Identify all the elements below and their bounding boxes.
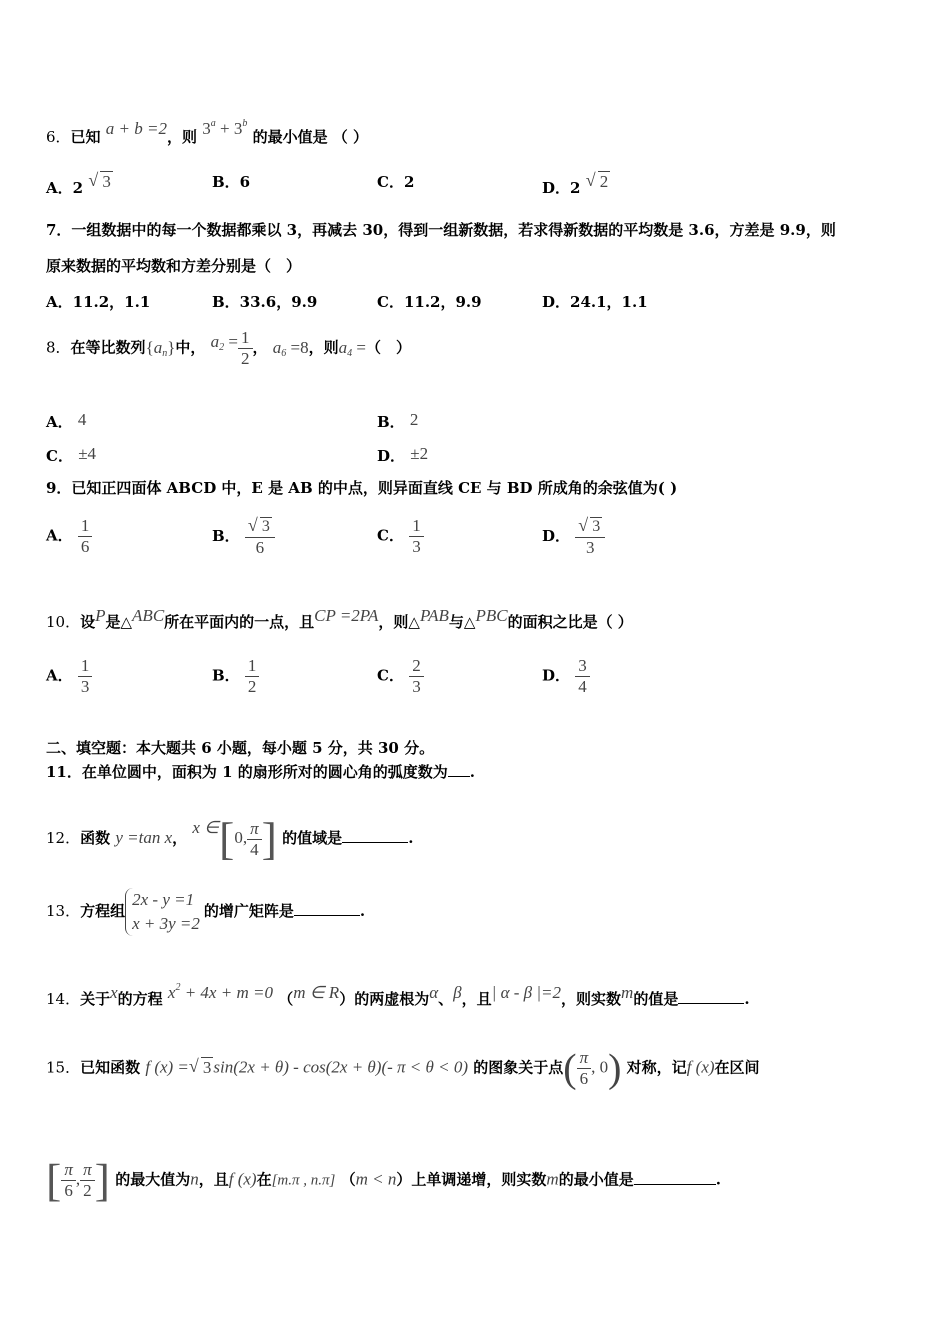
sqrt-symbol: √ 3 <box>189 1058 214 1078</box>
q10-stem: 10．设P是△ABC所在平面内的一点，且CP =2PA，则△PAB与△PBC的面积之比是（ ） <box>46 606 633 631</box>
q9-option-a: A． $\frac{1}{6}$ <box>46 516 92 557</box>
equation-system: 2x - y =1 x + 3y =2 <box>125 888 200 936</box>
q7-stem-line1: 7．一组数据中的每一个数据都乘以 3，再减去 30，得到一组新数据，若求得新数据的平均数是 3.6，方差是 9.9，则 <box>46 221 836 239</box>
q6-stem: 6．已知 a + b =2，则 $3^a + 3^b$ 的最小值是 （ ） <box>46 118 369 146</box>
q7-option-d: D．24.1，1.1 <box>542 293 648 311</box>
q8-a6: $a_6 =8$ <box>272 337 309 359</box>
q10-option-d: D． $\frac{3}{4}$ <box>542 656 590 697</box>
q10-option-c: C． $\frac{2}{3}$ <box>377 656 424 697</box>
q6-option-c: C．2 <box>377 173 415 191</box>
q8-fraction: $\frac{1}{2}$ <box>238 328 253 369</box>
q8-a4: $a_4$ = <box>338 337 366 359</box>
section-2-heading: 二、填空题：本大题共 6 小题，每小题 5 分，共 30 分。 <box>46 739 435 757</box>
q11-stem: 11．在单位圆中，面积为 1 的扇形所对的圆心角的弧度数为 . <box>46 763 475 781</box>
q9-option-b: B． √ $\frac{3}{6}$ <box>212 516 275 558</box>
q6-option-a: A．2 √ 3 <box>46 172 113 198</box>
q6-condition: a + b =2 <box>105 119 167 138</box>
q9-option-d: D． √ $\frac{3}{3}$ <box>542 516 605 558</box>
q8-option-c: C． ±4 <box>46 444 97 465</box>
q8-option-b: B． 2 <box>377 410 419 431</box>
q8-stem: 8．在等比数列$\{a_n\}$中， $a_2$ = $\frac{1}{2}$ ， $a_6 =8$，则$a_4$ =（ ） <box>46 328 411 368</box>
q6-expression: $3^a + 3^b$ <box>202 118 248 138</box>
answer-blank <box>294 901 360 916</box>
q15-stem-line2: [ $\frac{\pi}{6}$ , $\frac{\pi}{2}$ ] 的最大值为n，且f (x)在[m.π , n.π] （m < n）上单调递增，则实数m的最小值是 . <box>46 1154 721 1206</box>
q9-option-c: C． $\frac{1}{3}$ <box>377 516 424 557</box>
q9-stem: 9．已知正四面体 ABCD 中，E 是 AB 的中点，则异面直线 CE 与 BD 所成角的余弦值为( ) <box>46 479 678 497</box>
q14-stem: 14．关于x的方程 $x^2 + 4x + m =0$ （m ∈ R）的两虚根为α、β，且| α - β |=2，则实数m的值是 . <box>46 982 750 1008</box>
sqrt-symbol: √ 3 <box>248 517 272 537</box>
q10-option-a: A． $\frac{1}{3}$ <box>46 656 92 697</box>
q7-option-c: C．11.2，9.9 <box>377 293 482 311</box>
q8-a2: $a_2$ = <box>210 331 238 353</box>
q7-option-b: B．33.6，9.9 <box>212 293 318 311</box>
answer-blank <box>342 828 408 843</box>
q8-option-a: A． 4 <box>46 410 87 431</box>
q8-sequence: $\{a_n\}$ <box>145 337 176 359</box>
q7-stem-line2: 原来数据的平均数和方差分别是（ ） <box>46 257 302 275</box>
sqrt-symbol: √ 2 <box>586 172 611 192</box>
q6-option-d: D．2 √ 2 <box>542 172 610 198</box>
answer-blank <box>678 989 744 1004</box>
q12-stem: 12．函数 y =tan x， x ∈[0, $\frac{\pi}{4}$ ] 的值域是 . <box>46 813 414 864</box>
q7-option-a: A．11.2，1.1 <box>46 293 151 311</box>
answer-blank <box>634 1170 716 1185</box>
sqrt-symbol: √ 3 <box>578 517 602 537</box>
q15-stem-line1: 15．已知函数 f (x) =√ 3 sin(2x + θ) - cos(2x + θ)(- π < θ < 0) 的图象关于点( $\frac{\pi}{6}$ , 0) 对称，记f (x)在区间 <box>46 1048 760 1089</box>
sqrt-symbol: √ 3 <box>88 172 113 192</box>
answer-blank <box>448 762 470 777</box>
q6-option-b: B．6 <box>212 173 251 191</box>
q10-option-b: B． $\frac{1}{2}$ <box>212 656 259 697</box>
q13-stem: 13．方程组 2x - y =1 x + 3y =2 的增广矩阵是 . <box>46 888 365 936</box>
q8-option-d: D． ±2 <box>377 444 429 465</box>
